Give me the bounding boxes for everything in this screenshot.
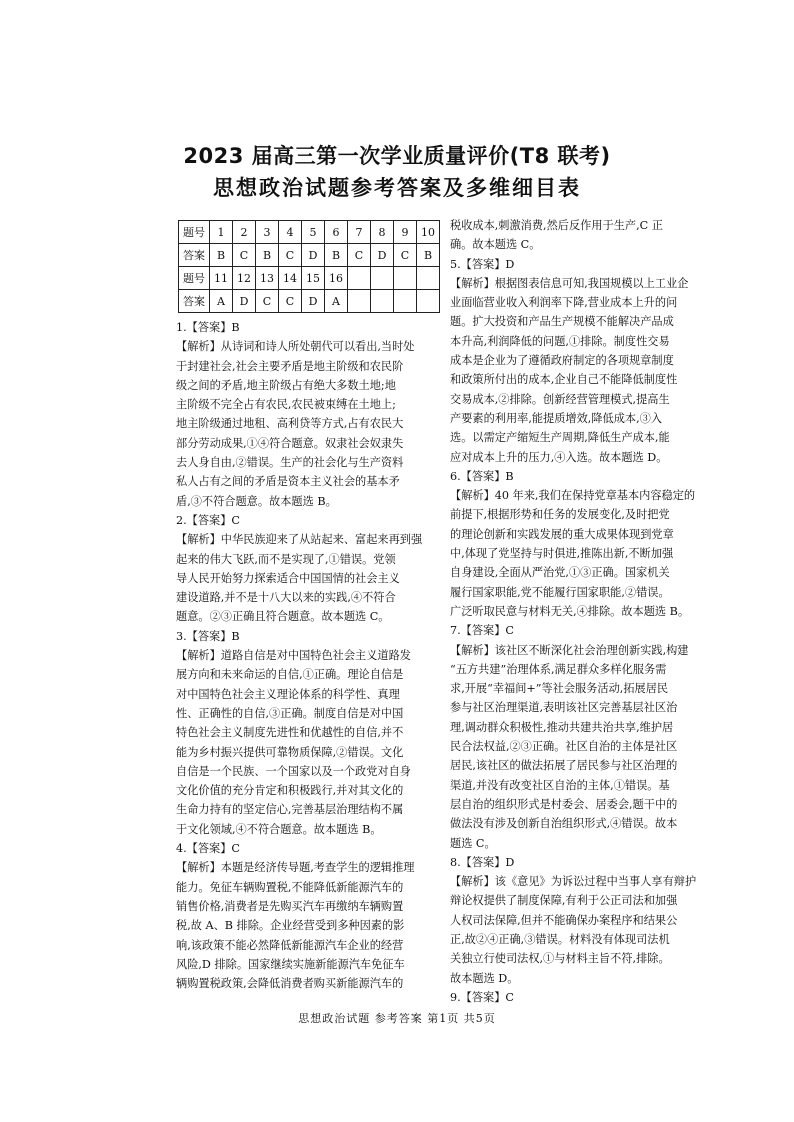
answer-explanation-block <box>450 621 716 853</box>
page-subtitle: 思想政治试题参考答案及多维细目表 <box>213 176 581 200</box>
explanation-line: 导人民开始努力探索适合中国国情的社会主义 <box>176 571 400 585</box>
explanation-line: 【解析】道路自信是对中国特色社会主义道路发 <box>176 649 411 663</box>
explanation-line: 建设道路,并不是十八大以来的实践,④不符合 <box>176 591 396 605</box>
explanation-line: 的理论创新和实践发展的重大成果体现到党章 <box>450 527 674 541</box>
explanation-line: 故本题选 D。 <box>450 971 519 985</box>
answer-table-cell: C <box>348 244 371 267</box>
explanation-line: 辆购置税政策,会降低消费者购买新能源汽车的 <box>176 977 404 991</box>
explanation-line: 税,故 A、B 排除。企业经营受到多种因素的影 <box>176 919 405 933</box>
explanation-text <box>176 858 438 993</box>
answer-label: 3.【答案】B <box>176 629 240 643</box>
answer-table-cell: C <box>279 244 302 267</box>
explanation-line: 自信是一个民族、一个国家以及一个政党对自身 <box>176 764 411 778</box>
answer-table-cell: 14 <box>279 267 302 290</box>
answer-table-cell: 16 <box>325 267 348 290</box>
answer-label: 6.【答案】B <box>450 469 514 483</box>
explanation-line: 参与社区治理渠道,表明该社区完善基层社区治 <box>450 701 678 715</box>
explanation-line: 私人占有之间的矛盾是资本主义社会的基本矛 <box>176 475 400 489</box>
explanation-line: 【解析】40 年来,我们在保持党章基本内容稳定的 <box>450 489 696 503</box>
answer-table-cell: A <box>210 290 233 313</box>
answer-explanation-block <box>450 988 716 1007</box>
explanation-text <box>450 274 716 467</box>
answer-table-cell: 8 <box>371 221 394 244</box>
explanation-line: 本升高,利润降低的问题,①排除。制度性交易 <box>450 334 670 348</box>
explanation-line: 展方向和未来命运的自信,①正确。理论自信是 <box>176 668 404 682</box>
explanation-line: 业面临营业收入利润率下降,营业成本上升的问 <box>450 296 678 310</box>
answer-table-cell: 9 <box>394 221 417 244</box>
explanation-line: 能为乡村振兴提供可靠物质保障,②错误。文化 <box>176 745 404 759</box>
explanation-line: 辩论权提供了制度保障,有利于公正司法和加强 <box>450 894 678 908</box>
explanation-line: 主阶级不完全占有农民,农民被束缚在土地上; <box>176 398 396 412</box>
answer-table-cell: B <box>210 244 233 267</box>
answer-explanation-block <box>450 255 716 467</box>
answer-explanation-block <box>176 627 438 839</box>
right-column <box>450 216 716 1007</box>
explanation-line: 级之间的矛盾,地主阶级占有绝大多数土地;地 <box>176 378 396 392</box>
answer-explanation-block <box>176 318 438 511</box>
answer-table-cell: D <box>302 244 325 267</box>
explanation-line: “五方共建”治理体系,满足群众多样化服务需 <box>450 662 667 676</box>
answer-table-cell: A <box>325 290 348 313</box>
explanation-line: 【解析】本题是经济传导题,考查学生的逻辑推理 <box>176 861 415 875</box>
explanation-line: 渠道,并没有改变社区自治的主体,①错误。基 <box>450 778 670 792</box>
answer-label: 1.【答案】B <box>176 321 240 334</box>
answer-label: 4.【答案】C <box>176 842 240 856</box>
explanation-line: 性、正确性的自信,③正确。制度自信是对中国 <box>176 706 404 720</box>
page-footer: 思想政治试题 参考答案 第1页 共5页 <box>298 1012 496 1025</box>
answer-table-cell: 10 <box>417 221 440 244</box>
answer-explanation-block <box>450 216 716 255</box>
explanation-line: 起来的伟大飞跃,而不是实现了,①错误。党领 <box>176 552 396 566</box>
answer-table-cell: B <box>325 244 348 267</box>
explanation-line: 产要素的利用率,能提质增效,降低成本,③入 <box>450 411 663 425</box>
explanation-line: 民合法权益,②③正确。社区自治的主体是社区 <box>450 740 678 754</box>
explanation-line: 税收成本,刺激消费,然后反作用于生产,C 正 <box>450 219 663 232</box>
answer-table-cell: B <box>256 244 279 267</box>
answer-table-cell: C <box>279 290 302 313</box>
answer-table-cell: 12 <box>233 267 256 290</box>
explanation-line: 求,开展“幸福间+”等社会服务活动,拓展居民 <box>450 682 669 696</box>
explanation-line: 确。故本题选 C。 <box>450 238 541 252</box>
answer-table-header-cell: 答案 <box>179 244 210 267</box>
answer-table-cell: C <box>233 244 256 267</box>
explanation-line: 响,该政策不能必然降低新能源汽车企业的经营 <box>176 938 404 952</box>
answer-explanation-block <box>450 467 716 621</box>
explanation-line: 理,调动群众积极性,推动共建共治共享,维护居 <box>450 720 674 734</box>
explanation-line: 于文化领域,④不符合题意。故本题选 B。 <box>176 822 382 836</box>
explanation-line: 部分劳动成果,①④符合题意。奴隶社会奴隶失 <box>176 436 404 450</box>
answer-table-cell: 13 <box>256 267 279 290</box>
answer-table-header-cell: 题号 <box>179 267 210 290</box>
answer-table-header-cell: 题号 <box>179 221 210 244</box>
explanation-line: 特色社会主义制度先进性和优越性的自信,并不 <box>176 726 404 740</box>
explanation-line: 地主阶级通过地租、高利贷等方式,占有农民大 <box>176 417 404 431</box>
explanation-text <box>176 646 438 839</box>
explanation-line: 【解析】该社区不断深化社会治理创新实践,构建 <box>450 643 689 657</box>
answer-table-cell: D <box>233 290 256 313</box>
answer-label: 7.【答案】C <box>450 624 514 638</box>
explanation-line: 生命力持有的坚定信心,完善基层治理结构不属 <box>176 803 404 817</box>
left-column <box>176 216 438 993</box>
explanation-line: 盾,③不符合题意。故本题选 B。 <box>176 494 337 508</box>
explanation-line: 【解析】从诗词和诗人所处朝代可以看出,当时处 <box>176 340 415 354</box>
explanation-line: 销售价格,消费者是先购买汽车再缴纳车辆购置 <box>176 899 404 913</box>
answer-label: 2.【答案】C <box>176 513 240 527</box>
explanation-line: 于封建社会,社会主要矛盾是地主阶级和农民阶 <box>176 359 404 373</box>
explanation-line: 选。以需定产缩短生产周期,降低生产成本,能 <box>450 431 670 445</box>
explanation-line: 【解析】中华民族迎来了从站起来、富起来再到强 <box>176 533 423 547</box>
explanation-line: 和政策所付出的成本,企业自己不能降低制度性 <box>450 373 678 387</box>
explanation-line: 题意。②③正确且符合题意。故本题选 C。 <box>176 610 390 624</box>
explanation-line: 人权司法保障,但并不能确保办案程序和结果公 <box>450 913 678 927</box>
explanation-line: 成本是企业为了遵循政府制定的各项规章制度 <box>450 354 674 368</box>
explanation-text <box>450 216 716 255</box>
explanation-line: 【解析】根据图表信息可知,我国规模以上工业企 <box>450 276 689 290</box>
explanation-text <box>450 872 716 988</box>
explanation-line: 正,故②④正确,③错误。材料没有体现司法机 <box>450 932 670 946</box>
answer-table-cell: 5 <box>302 221 325 244</box>
explanation-line: 关独立行使司法权,①与材料主旨不符,排除。 <box>450 952 670 966</box>
answer-table-cell: 15 <box>302 267 325 290</box>
explanation-line: 自身建设,全面从严治党,①③正确。国家机关 <box>450 566 670 580</box>
answer-table-cell: D <box>302 290 325 313</box>
answer-table-cell: B <box>417 244 440 267</box>
answer-table-cell: 6 <box>325 221 348 244</box>
explanation-line: 应对成本上升的压力,④入选。故本题选 D。 <box>450 450 668 464</box>
answer-label: 5.【答案】D <box>450 257 515 271</box>
explanation-line: 风险,D 排除。国家继续实施新能源汽车免征车 <box>176 957 405 971</box>
explanation-line: 能力。免征车辆购置税,不能降低新能源汽车的 <box>176 880 404 894</box>
explanation-line: 层自治的组织形式是村委会、居委会,题干中的 <box>450 797 678 811</box>
answer-table-cell: 11 <box>210 267 233 290</box>
answer-explanation-block <box>450 853 716 988</box>
answer-table-cell: 1 <box>210 221 233 244</box>
answer-table-cell: 3 <box>256 221 279 244</box>
explanation-line: 去人身自由,②错误。生产的社会化与生产资料 <box>176 456 404 470</box>
explanation-text <box>176 530 438 626</box>
answer-table-cell: C <box>394 244 417 267</box>
explanation-text <box>450 641 716 853</box>
page-title: 2023 届高三第一次学业质量评价(T8 联考) <box>183 144 611 168</box>
explanation-line: 中,体现了党坚持与时俱进,推陈出新,不断加强 <box>450 547 674 561</box>
explanation-line: 前提下,根据形势和任务的发展变化,及时把党 <box>450 508 670 522</box>
explanation-line: 居民,该社区的做法拓展了居民参与社区治理的 <box>450 759 678 773</box>
answer-table-header-cell: 答案 <box>179 290 210 313</box>
answer-table-cell: C <box>256 290 279 313</box>
explanation-line: 题。扩大投资和产品生产规模不能解决产品成 <box>450 315 674 329</box>
explanation-line: 做法没有涉及创新自治组织形式,④错误。故本 <box>450 817 678 831</box>
answer-explanation-block <box>176 511 438 627</box>
explanation-line: 交易成本,②排除。创新经营管理模式,提高生 <box>450 392 670 406</box>
explanation-line: 题选 C。 <box>450 836 496 850</box>
answer-label: 8.【答案】D <box>450 855 515 869</box>
explanation-line: 文化价值的充分肯定和积极践行,并对其文化的 <box>176 784 404 798</box>
explanation-line: 【解析】该《意见》为诉讼过程中当事人享有辩护 <box>450 875 697 889</box>
answer-table-cell: 2 <box>233 221 256 244</box>
explanation-text <box>450 486 716 621</box>
answer-label: 9.【答案】C <box>450 990 514 1004</box>
explanation-line: 履行国家职能,党不能履行国家职能,②错误。 <box>450 585 670 599</box>
answer-table-cell: 7 <box>348 221 371 244</box>
explanation-text <box>176 337 438 511</box>
explanation-line: 广泛听取民意与材料无关,④排除。故本题选 B。 <box>450 604 690 618</box>
explanation-line: 对中国特色社会主义理论体系的科学性、真理 <box>176 687 400 701</box>
answer-table-cell: D <box>371 244 394 267</box>
answer-table-cell: 4 <box>279 221 302 244</box>
answer-explanation-block <box>176 839 438 993</box>
